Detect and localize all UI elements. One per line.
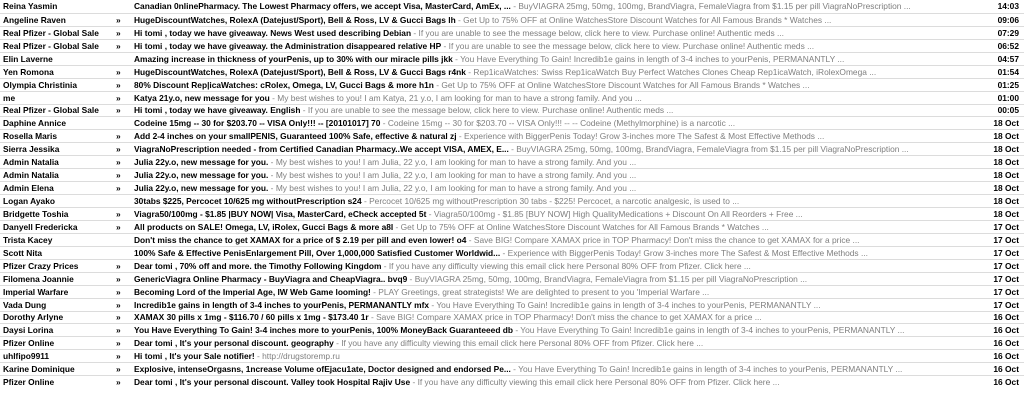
message-subject: Julia 22y.o, new message for you. [134, 170, 269, 181]
message-subject: Amazing increase in thickness of yourPenis, up to 30% with our miracle pills jkk [134, 53, 453, 64]
snippet-separator: - [407, 273, 415, 284]
thread-marker-icon: » [116, 144, 121, 155]
snippet-separator: - [508, 144, 517, 155]
message-date: 16 Oct [993, 325, 1019, 336]
snippet-separator: - [441, 40, 449, 51]
message-date: 17 Oct [993, 299, 1019, 310]
snippet-separator: - [269, 92, 278, 103]
snippet-separator: - [456, 131, 464, 142]
message-row[interactable] [0, 142, 1024, 155]
message-snippet: Experience with BiggerPenis Today! Grow 3-inches more The Safest & Most Effective Methods ... [464, 131, 825, 142]
sender-name: Trista Kacey [3, 234, 53, 245]
message-subject: Hi tomi , today we have giveaway. the Administration disappeared relative HP [134, 40, 442, 51]
thread-marker-icon: » [116, 377, 121, 388]
message-date: 04:57 [997, 53, 1019, 64]
thread-marker-icon: » [116, 273, 121, 284]
message-preview [134, 338, 975, 348]
snippet-separator: - [268, 183, 276, 194]
message-snippet: BuyVIAGRA 25mg, 50mg, 100mg, BrandViagra, FemaleViagra from $1.15 per pill ViagraNoPrescription ... [518, 1, 911, 12]
message-row[interactable] [0, 375, 1024, 388]
message-subject: Viagra50/100mg - $1.85 |BUY NOW| Visa, MasterCard, eCheck accepted 5t [134, 208, 427, 219]
message-subject: Canadian 0nlinePharmacy. The Lowest Pharmacy offers, we accept Visa, MasterCard, AmEx, ... [134, 1, 511, 12]
message-snippet: Experience with BiggerPenis Today! Grow 3-inches more The Safest & Most Effective Methods ... [507, 247, 868, 258]
thread-marker-icon: » [116, 170, 121, 181]
message-row[interactable] [0, 91, 1024, 104]
message-subject: HugeDiscountWatches, RolexA (Datejust/Sport), Bell & Ross, LV & Gucci Bags lh [134, 14, 456, 25]
message-subject: GenericViagra Online Pharmacy - BuyViagra and CheapViagra.. bvq9 [134, 273, 408, 284]
sender-name: Daphine Annice [3, 118, 66, 129]
thread-marker-icon: » [116, 312, 121, 323]
message-preview [134, 41, 975, 51]
message-subject: Dear tomi , It's your personal discount. geography [134, 338, 334, 349]
message-row[interactable] [0, 168, 1024, 181]
message-snippet: Save BIG! Compare XAMAX price in TOP Pharmacy! Don't miss the chance to get XAMAX for a price ... [376, 312, 762, 323]
message-row[interactable] [0, 336, 1024, 349]
snippet-separator: - [361, 196, 370, 207]
message-date: 17 Oct [993, 234, 1019, 245]
sender-name: Pfizer Online [3, 377, 55, 388]
message-date: 16 Oct [993, 377, 1019, 388]
message-preview [134, 54, 975, 64]
thread-marker-icon: » [116, 105, 121, 116]
message-date: 16 Oct [993, 312, 1019, 323]
message-snippet: My best wishes to you! I am Katya, 21 y.o, I am looking for man to have a strong family. And you ... [277, 92, 642, 103]
message-snippet: You Have Everything To Gain! Incredib1e gains in length of 3-4 inches to yourPenis, PERMANANTLY ... [460, 53, 845, 64]
message-row[interactable] [0, 362, 1024, 375]
message-row[interactable] [0, 13, 1024, 26]
message-snippet: PLAY Greetings, great strategists! We are delighted to present to you 'Imperial Warfare ... [378, 286, 710, 297]
message-snippet: Codeine 15mg -- 30 for $203.70 -- VISA Only!!! -- -- Codeine (Methylmorphine) is a narcotic ... [387, 118, 736, 129]
message-subject: 80% Discount Rep|icaWatches: cRolex, Omega, LV, Gucci Bags & more h1n [134, 79, 434, 90]
snippet-separator: - [426, 208, 434, 219]
message-snippet: You Have Everything To Gain! Incredib1e gains in length of 3-4 inches to yourPenis, PERMANANTLY ... [520, 325, 905, 336]
message-date: 18 Oct [993, 118, 1019, 129]
message-subject: Julia 22y.o, new message for you. [134, 183, 269, 194]
message-date: 16 Oct [993, 364, 1019, 375]
message-date: 14:03 [997, 1, 1019, 12]
message-date: 01:25 [997, 79, 1019, 90]
message-date: 18 Oct [993, 208, 1019, 219]
message-row[interactable] [0, 285, 1024, 298]
message-snippet: BuyVIAGRA 25mg, 50mg, 100mg, BrandViagra, FemaleViagra from $1.15 per pill ViagraNoPrescription ... [414, 273, 808, 284]
sender-name: Danyell Fredericka [3, 221, 78, 232]
message-row[interactable] [0, 155, 1024, 168]
message-date: 18 Oct [993, 183, 1019, 194]
thread-marker-icon: » [116, 351, 121, 362]
thread-marker-icon: » [116, 364, 121, 375]
message-subject: Add 2-4 inches on your smallPENIS, Guaranteed 100% Safe, effective & natural zj [134, 131, 457, 142]
thread-marker-icon: » [116, 92, 121, 103]
message-preview [134, 105, 975, 115]
message-row[interactable] [0, 104, 1024, 117]
message-preview [134, 222, 975, 232]
message-preview [134, 351, 975, 361]
sender-name: Pfizer Crazy Prices [3, 260, 79, 271]
sender-name: Dorothy Arlyne [3, 312, 64, 323]
snippet-separator: - [380, 118, 388, 129]
message-preview [134, 377, 975, 387]
message-row[interactable] [0, 207, 1024, 220]
message-preview [134, 1, 975, 11]
message-preview [134, 248, 975, 258]
message-subject: HugeDiscountWatches, RolexA (Datejust/Sport), Bell & Ross, LV & Gucci Bags r4nk [134, 66, 466, 77]
message-date: 18 Oct [993, 170, 1019, 181]
message-subject: Don't miss the chance to get XAMAX for a price of $ 2.19 per pill and even lower! o4 [134, 234, 467, 245]
message-row[interactable] [0, 0, 1024, 13]
sender-name: Sierra Jessika [3, 144, 60, 155]
message-row[interactable] [0, 116, 1024, 129]
sender-name: me [3, 92, 16, 103]
message-snippet: BuyVIAGRA 25mg, 50mg, 100mg, BrandViagra, FemaleViagra from $1.15 per pill ViagraNoPrescription ... [516, 144, 909, 155]
snippet-separator: - [254, 351, 263, 362]
snippet-separator: - [300, 105, 308, 116]
sender-name: Real Pfizer - Global Sale [3, 40, 99, 51]
sender-name: Real Pfizer - Global Sale [3, 27, 99, 38]
message-row[interactable] [0, 272, 1024, 285]
message-subject: Becoming Lord of the Imperial Age, IW Web Game looming! [134, 286, 371, 297]
sender-name: Bridgette Toshia [3, 208, 69, 219]
message-row[interactable] [0, 311, 1024, 324]
snippet-separator: - [368, 312, 377, 323]
snippet-separator: - [429, 299, 437, 310]
sender-name: Yen Romona [3, 66, 54, 77]
thread-marker-icon: » [116, 40, 121, 51]
message-date: 18 Oct [993, 144, 1019, 155]
snippet-separator: - [465, 66, 474, 77]
thread-marker-icon: » [116, 325, 121, 336]
message-row[interactable] [0, 233, 1024, 246]
message-snippet: Get Up to 75% OFF at Online WatchesStore Discount Watches for All Famous Brands * Watches ... [400, 221, 769, 232]
message-subject: 30tabs $225, Percocet 10/625 mg withoutPrescription s24 [134, 196, 362, 207]
sender-name: Admin Natalia [3, 157, 59, 168]
message-subject: Julia 22y.o, new message for you. [134, 157, 269, 168]
message-snippet: http://drugstoremp.ru [262, 351, 340, 362]
sender-name: Angeline Raven [3, 14, 66, 25]
message-date: 16 Oct [993, 338, 1019, 349]
message-date: 17 Oct [993, 247, 1019, 258]
message-subject: 100% Safe & Effective PenisEnlargement Pill, Over 1,000,000 Satisfied Customer Worldwid... [134, 247, 501, 258]
message-subject: All products on SALE! Omega, LV, iRolex, Gucci Bags & more a8l [134, 221, 394, 232]
sender-name: Karine Dominique [3, 364, 75, 375]
message-subject: Explosive, intenseOrgasns, 1ncrease Volume ofEjacu1ate, Doctor designed and endorsed Pe... [134, 364, 511, 375]
message-preview [134, 209, 975, 219]
thread-marker-icon: » [116, 183, 121, 194]
message-snippet: My best wishes to you! I am Julia, 22 y.o, I am looking for man to have a strong family. And you ... [275, 170, 637, 181]
message-row[interactable] [0, 129, 1024, 142]
sender-name: Imperial Warfare [3, 286, 69, 297]
message-date: 16 Oct [993, 351, 1019, 362]
message-date: 17 Oct [993, 273, 1019, 284]
message-row[interactable] [0, 259, 1024, 272]
message-snippet: Save BIG! Compare XAMAX price in TOP Pharmacy! Don't miss the chance to get XAMAX for a price ... [473, 234, 860, 245]
message-preview [134, 274, 975, 284]
message-row[interactable] [0, 52, 1024, 65]
message-preview [134, 15, 975, 25]
message-preview [134, 170, 975, 180]
message-snippet: Viagra50/100mg - $1.85 [BUY NOW] High QualityMedications + Discount On All Reorders + Free ... [433, 208, 803, 219]
message-row[interactable] [0, 323, 1024, 336]
sender-name: Admin Natalia [3, 170, 59, 181]
message-snippet: Get Up to 75% OFF at Online WatchesStore Discount Watches for All Famous Brands * Watches ... [463, 14, 832, 25]
sender-name: Daysi Lorina [3, 325, 54, 336]
message-subject: You Have Everything To Gain! 3-4 inches more to yourPenis, 100% MoneyBack Guaranteeed db [134, 325, 513, 336]
thread-marker-icon: » [116, 338, 121, 349]
message-preview [134, 364, 975, 374]
message-row[interactable] [0, 65, 1024, 78]
message-date: 01:54 [997, 66, 1019, 77]
message-snippet: If you have any difficulty viewing this email click here Personal 80% OFF from Pfizer. Click here ... [388, 260, 751, 271]
message-row[interactable] [0, 246, 1024, 259]
thread-marker-icon: » [116, 299, 121, 310]
message-preview [134, 287, 975, 297]
snippet-separator: - [452, 53, 461, 64]
snippet-separator: - [410, 377, 418, 388]
message-preview [134, 93, 975, 103]
message-date: 17 Oct [993, 286, 1019, 297]
message-subject: Hi tomi , today we have giveaway. News West used describing Debian [134, 27, 412, 38]
message-preview [134, 325, 975, 335]
sender-name: Real Pfizer - Global Sale [3, 105, 99, 116]
thread-marker-icon: » [116, 221, 121, 232]
message-preview [134, 183, 975, 193]
snippet-separator: - [513, 325, 521, 336]
snippet-separator: - [393, 221, 401, 232]
message-subject: Dear tomi , 70% off and more. the Timothy Following Kingdom [134, 260, 382, 271]
message-snippet: If you are unable to see the message below, click here to view. Purchase online! Authentic meds ... [418, 27, 784, 38]
snippet-separator: - [455, 14, 464, 25]
message-row[interactable] [0, 78, 1024, 91]
message-snippet: My best wishes to you! I am Julia, 22 y.o, I am looking for man to have a strong family. And you ... [275, 183, 637, 194]
message-row[interactable] [0, 298, 1024, 311]
message-subject: ViagraNoPrescription needed - from Certified Canadian Pharmacy..We accept VISA, AMEX, E... [134, 144, 509, 155]
message-date: 01:00 [997, 92, 1019, 103]
sender-name: Admin Elena [3, 183, 54, 194]
message-subject: Hi tomi , It's your Sale notifier! [134, 351, 255, 362]
message-subject: Katya 21y.o, new message for you [134, 92, 270, 103]
snippet-separator: - [411, 27, 419, 38]
thread-marker-icon: » [116, 208, 121, 219]
message-snippet: If you are unable to see the message below, click here to view. Purchase online! Authentic meds ... [307, 105, 674, 116]
message-snippet: Get Up to 75% OFF at Online WatchesStore Discount Watches for All Famous Brands * Watches ... [441, 79, 810, 90]
sender-name: Logan Ayako [3, 196, 55, 207]
message-preview [134, 118, 975, 128]
snippet-separator: - [510, 1, 519, 12]
message-date: 17 Oct [993, 260, 1019, 271]
message-date: 18 Oct [993, 196, 1019, 207]
message-subject: Hi tomi , today we have giveaway. English [134, 105, 301, 116]
sender-name: Elin Laverne [3, 53, 53, 64]
snippet-separator: - [433, 79, 442, 90]
sender-name: Pfizer Online [3, 338, 55, 349]
message-subject: XAMAX 30 pills x 1mg - $116.70 / 60 pills x 1mg - $173.40 1r [134, 312, 369, 323]
sender-name: Reina Yasmin [3, 1, 58, 12]
thread-marker-icon: » [116, 66, 121, 77]
message-preview [134, 261, 975, 271]
message-row[interactable] [0, 220, 1024, 233]
message-snippet: If you have any difficulty viewing this email click here Personal 80% OFF from Pfizer. Click here ... [417, 377, 780, 388]
snippet-separator: - [381, 260, 389, 271]
thread-marker-icon: » [116, 14, 121, 25]
message-date: 09:06 [997, 14, 1019, 25]
message-snippet: If you are unable to see the message below, click here to view. Purchase online! Authentic meds ... [448, 40, 815, 51]
message-snippet: You Have Everything To Gain! Incredib1e gains in length of 3-4 inches to yourPenis, PERMANANTLY ... [518, 364, 903, 375]
message-date: 17 Oct [993, 221, 1019, 232]
message-date: 07:29 [997, 27, 1019, 38]
message-preview [134, 300, 975, 310]
message-preview [134, 67, 975, 77]
thread-marker-icon: » [116, 260, 121, 271]
message-subject: Dear tomi , It's your personal discount. Valley took Hospital Rajiv Use [134, 377, 411, 388]
message-date: 18 Oct [993, 157, 1019, 168]
snippet-separator: - [268, 157, 276, 168]
message-preview [134, 157, 975, 167]
message-row[interactable] [0, 26, 1024, 39]
message-snippet: If you have any difficulty viewing this email click here Personal 80% OFF from Pfizer. Click here ... [341, 338, 704, 349]
message-row[interactable] [0, 181, 1024, 194]
thread-marker-icon: » [116, 131, 121, 142]
message-preview [134, 312, 975, 322]
message-preview [134, 196, 975, 206]
message-date: 18 Oct [993, 131, 1019, 142]
snippet-separator: - [370, 286, 379, 297]
sender-name: Scott Nita [3, 247, 43, 258]
message-row[interactable] [0, 194, 1024, 207]
snippet-separator: - [500, 247, 508, 258]
message-preview [134, 144, 975, 154]
sender-name: Filomena Joannie [3, 273, 74, 284]
sender-name: uhlfipo9911 [3, 351, 50, 362]
message-row[interactable] [0, 39, 1024, 52]
sender-name: Vada Dung [3, 299, 47, 310]
snippet-separator: - [268, 170, 276, 181]
thread-marker-icon: » [116, 157, 121, 168]
message-subject: Codeine 15mg -- 30 for $203.70 -- VISA Only!!! -- [20101017] 70 [134, 118, 381, 129]
thread-marker-icon: » [116, 286, 121, 297]
message-preview [134, 131, 975, 141]
message-date: 00:05 [997, 105, 1019, 116]
sender-name: Olympia Christinia [3, 79, 77, 90]
message-row[interactable] [0, 349, 1024, 362]
message-date: 06:52 [997, 40, 1019, 51]
message-snippet: You Have Everything To Gain! Incredib1e gains in length of 3-4 inches to yourPenis, PERMANANTLY ... [436, 299, 821, 310]
snippet-separator: - [466, 234, 474, 245]
message-snippet: Percocet 10/625 mg withoutPrescription 30 tabs - $225! Percocet, a narcotic analgesic, is used to ... [369, 196, 740, 207]
message-subject: Incredib1e gains in length of 3-4 inches to yourPenis, PERMANANTLY mfx [134, 299, 430, 310]
message-snippet: My best wishes to you! I am Julia, 22 y.o, I am looking for man to have a strong family. And you ... [275, 157, 637, 168]
snippet-separator: - [333, 338, 342, 349]
message-preview [134, 28, 975, 38]
snippet-separator: - [510, 364, 519, 375]
thread-marker-icon: » [116, 79, 121, 90]
message-preview [134, 80, 975, 90]
message-preview [134, 235, 975, 245]
thread-marker-icon: » [116, 27, 121, 38]
message-snippet: Rep1icaWatches: Swiss Rep1icaWatch Buy Perfect Watches Clones Cheap Rep1icaWatch, iRolexOmega ... [473, 66, 877, 77]
sender-name: Rosella Maris [3, 131, 57, 142]
